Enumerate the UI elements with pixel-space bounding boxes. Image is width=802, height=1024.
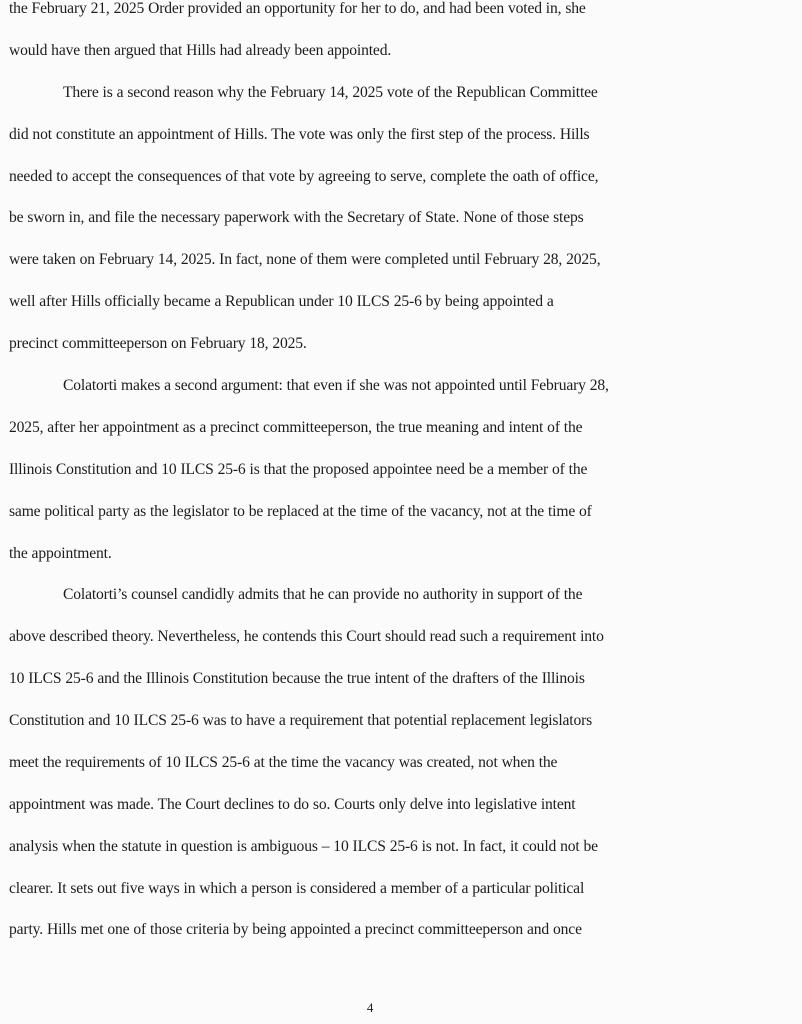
text-line: clearer. It sets out five ways in which a person is considered a member of a particular political	[9, 880, 585, 897]
paragraph-first-line: Colatorti makes a second argument: that even if she was not appointed until February 28,	[63, 377, 609, 394]
text-line: would have then argued that Hills had already been appointed.	[9, 42, 392, 59]
text-line: above described theory. Nevertheless, he contends this Court should read such a requirement into	[9, 628, 604, 645]
text-line: same political party as the legislator to be replaced at the time of the vacancy, not at the time of	[9, 503, 592, 520]
text-line: well after Hills officially became a Republican under 10 ILCS 25-6 by being appointed a	[9, 293, 554, 310]
text-line: 10 ILCS 25-6 and the Illinois Constitution because the true intent of the drafters of the Illinois	[9, 670, 585, 687]
page-number: 4	[366, 1000, 374, 1015]
text-line: the appointment.	[9, 545, 112, 562]
text-line: Illinois Constitution and 10 ILCS 25-6 is that the proposed appointee need be a member of the	[9, 461, 588, 478]
text-line: were taken on February 14, 2025. In fact, none of them were completed until February 28, 2025,	[9, 251, 601, 268]
paragraph-first-line: There is a second reason why the February 14, 2025 vote of the Republican Committee	[63, 84, 598, 101]
text-line: be sworn in, and file the necessary paperwork with the Secretary of State. None of those steps	[9, 209, 584, 226]
text-line: the February 21, 2025 Order provided an opportunity for her to do, and had been voted in, she	[9, 0, 586, 17]
text-line: analysis when the statute in question is ambiguous – 10 ILCS 25-6 is not. In fact, it could not be	[9, 838, 598, 855]
text-line: needed to accept the consequences of that vote by agreeing to serve, complete the oath of office,	[9, 168, 599, 185]
text-line: meet the requirements of 10 ILCS 25-6 at the time the vacancy was created, not when the	[9, 754, 558, 771]
text-line: Constitution and 10 ILCS 25-6 was to have a requirement that potential replacement legislators	[9, 712, 593, 729]
text-line: precinct committeeperson on February 18, 2025.	[9, 335, 307, 352]
text-line: appointment was made. The Court declines to do so. Courts only delve into legislative intent	[9, 796, 576, 813]
text-line: did not constitute an appointment of Hills. The vote was only the first step of the process. Hills	[9, 126, 590, 143]
text-line: 2025, after her appointment as a precinct committeeperson, the true meaning and intent of the	[9, 419, 583, 436]
paragraph-first-line: Colatorti’s counsel candidly admits that he can provide no authority in support of the	[63, 586, 583, 603]
text-line: party. Hills met one of those criteria by being appointed a precinct committeeperson and once	[9, 921, 582, 938]
